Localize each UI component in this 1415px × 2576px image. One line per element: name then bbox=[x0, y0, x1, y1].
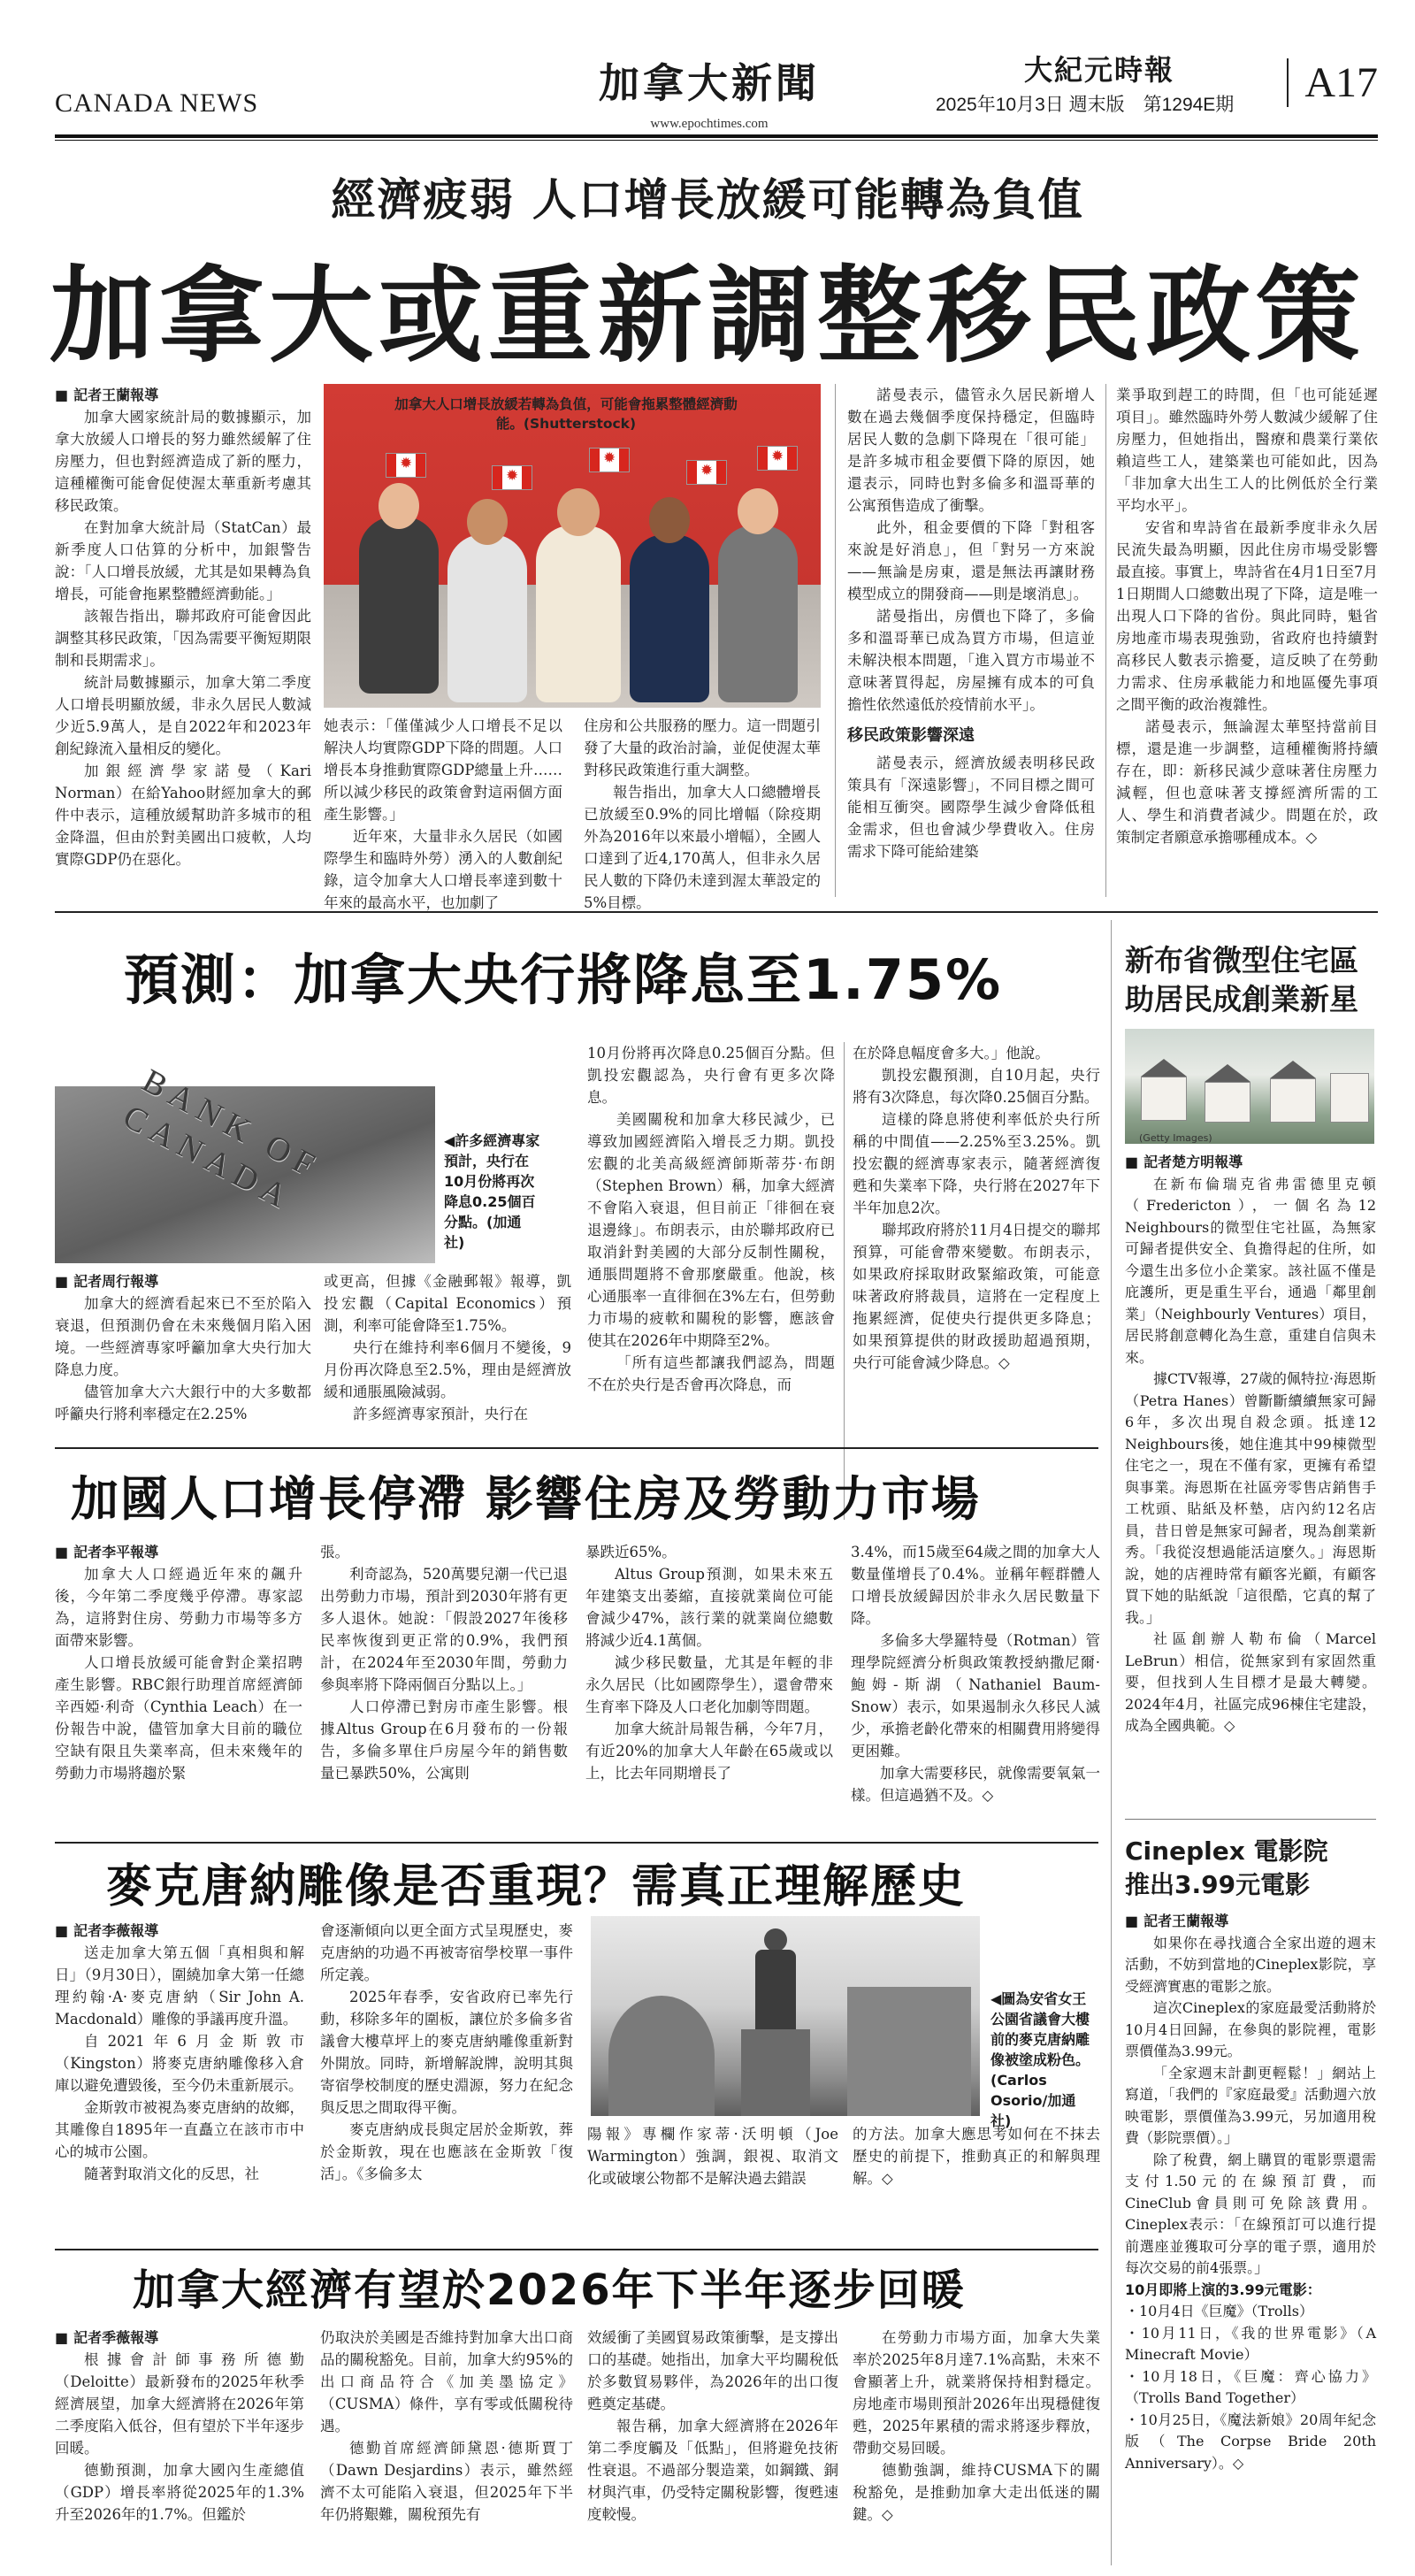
paragraph: 加銀經濟學家諾曼（Kari Norman）在給Yahoo財經加拿大的郵件中表示，這種放緩幫助許多城市的租金降溫，但由於對美國出口疲軟，人均實際GDP仍在惡化。 bbox=[55, 763, 311, 868]
column-divider bbox=[1105, 384, 1106, 897]
paragraph: 的方法。加拿大應思考如何在不抹去歷史的前提下，推動真正的和解與理解。◇ bbox=[853, 2126, 1100, 2187]
paragraph: 據CTV報導，27歲的佩特拉·海恩斯（Petra Hanes）曾斷斷續續無家可歸6年，多次出現自殺念頭。抵達12 Neighbours後，她住進其中99棟微型住宅之一，現在不僅有家，更擁有希望與事業。海恩斯在社區旁零售店銷售手工枕頭、貼紙及杯墊，店內約12名店員，昔日曾是無家可歸者，現為創業新秀。「我從沒想過能活這麼久。」海恩斯說，她的店裡時常有顧客光顧，有顧客買下她的貼紙說「這很酷，它真的幫了我。」 bbox=[1125, 1370, 1376, 1626]
paragraph: 諾曼表示，無論渥太華堅持當前目標，還是進一步調整，這種權衡將持續存在，即：新移民減少意味著住房壓力減輕，但也意味著支撐經濟所需的工人、學生和消費者減少。問題在於，政策制定者願意承擔哪種成本。◇ bbox=[1116, 718, 1378, 846]
masthead-rule-thin bbox=[55, 140, 1378, 141]
lead-column-5 bbox=[1116, 384, 1378, 897]
micro-housing-headline-line-1: 新布省微型住宅區 bbox=[1125, 943, 1358, 978]
section-name-en: CANADA NEWS bbox=[55, 88, 259, 118]
paragraph: 這樣的降息將使利率低於央行所稱的中間值——2.25%至3.25%。凱投宏觀的經濟專家表示，隨著經濟復甦和失業率下降，央行將在2027年下半年加息2次。 bbox=[853, 1111, 1100, 1216]
population-column-2 bbox=[320, 1541, 568, 1833]
paragraph: 報告稱，加拿大經濟將在2026年第二季度觸及「低點」，但將避免技術性衰退。不過部分製造業，如鋼鐵、銅材與汽車，仍受特定關稅影響，復甦速度較慢。 bbox=[587, 2418, 838, 2523]
byline: ■ 記者王蘭報導 bbox=[1125, 1911, 1376, 1933]
paragraph: 德勤預測，加拿大國內生產總值（GDP）增長率將從2025年的1.3%升至2026年的1.7%。但鑑於 bbox=[55, 2462, 304, 2523]
paragraph: 社區創辦人勒布倫（Marcel LeBrun）相信，從無家到有家固然重要，但找到人生目標才是最大轉變。2024年4月，社區完成96棟住宅建設，成為全國典範。◇ bbox=[1125, 1630, 1376, 1734]
cineplex-column bbox=[1125, 1911, 1376, 2567]
population-column-3 bbox=[585, 1541, 833, 1833]
paragraph: 諾曼表示，儘管永久居民新增人數在過去幾個季度保持穩定，但臨時居民人數的急劇下降現在「很可能」是許多城市租金要價下降的原因，她還表示，同時也對多倫多和溫哥華的公寓預售造成了衝擊。 bbox=[847, 387, 1095, 514]
micro-housing-headline-line-2: 助居民成創業新星 bbox=[1125, 982, 1358, 1016]
paragraph: 張。 bbox=[320, 1544, 349, 1560]
paragraph: 加拿大統計局報告稱，今年7月，有近20%的加拿大人年齡在65歲或以上，比去年同期增長了 bbox=[585, 1721, 833, 1782]
paragraph: 陽報》專欄作家蒂·沃明頓（Joe Warmington）強調，銀視、取消文化或破壞公物都不是解決過去錯誤 bbox=[587, 2126, 838, 2187]
paragraph: 麥克唐納成長與定居於金斯敦，葬於金斯敦，現在也應該在金斯敦「復活」。《多倫多太 bbox=[320, 2121, 573, 2182]
paragraph: 自2021年6月金斯敦市（Kingston）將麥克唐納雕像移入倉庫以避免遭毀後，至今仍未重新展示。 bbox=[55, 2033, 304, 2094]
paragraph: 如果你在尋找適合全家出遊的週末活動，不妨到當地的Cineplex影院，享受經濟實惠的電影之旅。 bbox=[1125, 1934, 1376, 1995]
section-name-zh: 加拿大新聞 bbox=[599, 59, 820, 107]
masthead-right bbox=[883, 48, 1378, 119]
byline: ■ 記者李薇報導 bbox=[55, 1920, 304, 1942]
section-rule bbox=[55, 1842, 1098, 1844]
paragraph: 此外，租金要價的下降「對租客來說是好消息」，但「對另一方來說——無論是房東，還是無法再讓財務模型成立的開發商——則是壞消息」。 bbox=[847, 519, 1095, 602]
photo-credit: (Getty Images) bbox=[1139, 1132, 1212, 1144]
masthead-rule bbox=[55, 134, 1378, 138]
issue-date: 2025年10月3日 週末版 第1294E期 bbox=[936, 95, 1235, 115]
paragraph: 這次Cineplex的家庭最愛活動將於10月4日回歸，在參與的影院裡，電影票價僅為3.99元。 bbox=[1125, 1999, 1376, 2059]
paragraph: 減少移民數量，尤其是年輕的非永久居民（比如國際學生），還會帶來生育率下降及人口老化加劇等問題。 bbox=[585, 1654, 833, 1715]
economy-column-4 bbox=[853, 2327, 1100, 2567]
macdonald-photo-caption: ◀圖為安省女王公園省議會大樓前的麥克唐納雕像被塗成粉色。(Carlos Osorio/加通社) bbox=[990, 1990, 1090, 2129]
lead-column-2 bbox=[324, 715, 562, 911]
economy-column-2 bbox=[320, 2327, 573, 2567]
bank-of-canada-sign: BANK OF CANADA bbox=[117, 1062, 327, 1219]
paragraph: 凱投宏觀預測，自10月起，央行將有3次降息，每次降0.25個百分點。 bbox=[853, 1067, 1100, 1106]
lead-column-1 bbox=[55, 384, 311, 897]
micro-housing-column bbox=[1125, 1152, 1376, 1734]
macdonald-column-1 bbox=[55, 1920, 304, 2238]
economy-headline: 加拿大經濟有望於2026年下半年逐步回暖 bbox=[133, 2266, 966, 2315]
paragraph: 或更高，但據《金融郵報》報導，凱投宏觀（Capital Economics）預測，利率可能會降至1.75%。 bbox=[324, 1273, 571, 1334]
paragraph: 3.4%，而15歲至64歲之間的加拿大人數量僅增長了0.4%。並稱年輕群體人口增長放緩歸因於非永久居民數量下降。 bbox=[851, 1544, 1100, 1627]
paragraph: 該報告指出，聯邦政府可能會因此調整其移民政策，「因為需要平衡短期限制和長期需求」。 bbox=[55, 608, 311, 669]
paragraph: 暴跌近65%。 bbox=[585, 1544, 677, 1560]
paragraph: 諾曼指出，房價也下降了，多倫多和溫哥華已成為買方市場，但這並未解決根本問題，「進入買方市場並不意味著買得起，房屋擁有成本的可負擔性依然遠低於疫情前水平」。 bbox=[847, 608, 1095, 713]
section-rule bbox=[55, 2249, 1098, 2250]
byline: ■ 記者周行報導 bbox=[55, 1270, 311, 1292]
lead-kicker: 經濟疲弱 人口增長放緩可能轉為負值 bbox=[331, 174, 1084, 226]
cineplex-headline-line-1: Cineplex 電影院 bbox=[1125, 1836, 1328, 1866]
macdonald-column-3 bbox=[587, 2123, 838, 2240]
bank-of-canada-photo bbox=[55, 1062, 435, 1263]
paragraph: 德勤首席經濟師黛恩·德斯賈丁（Dawn Desjardins）表示，雖然經濟不太可能陷入衰退，但2025年下半年仍將艱難，關稅預先有 bbox=[320, 2440, 573, 2523]
boc-photo-caption: ◀許多經濟專家預計，央行在10月份將再次降息0.25個百分點。(加通社) bbox=[444, 1132, 540, 1251]
paragraph: 報告指出，加拿大人口總體增長已放緩至0.9%的同比增幅（除疫期外為2016年以來最小增幅），全國人口達到了近4,170萬人，但非永久居民人數的下降仍未達到渥太華設定的5%目標。 bbox=[584, 784, 821, 911]
population-column-1 bbox=[55, 1541, 302, 1833]
paragraph: 在對加拿大統計局（StatCan）最新季度人口估算的分析中，加銀警告說：「人口增長放緩，尤其是如果轉為負增長，可能會拖累整體經濟動能。」 bbox=[55, 519, 311, 602]
section-rule bbox=[55, 1447, 1098, 1449]
lead-photo-caption: 加拿大人口增長放緩若轉為負值，可能會拖累整體經濟動能。(Shutterstock) bbox=[394, 396, 738, 432]
paragraph: 「全家週末計劃更輕鬆！」網站上寫道，「我們的『家庭最愛』活動週六放映電影，票價僅為3.99元，另加適用稅費（影院票價）。」 bbox=[1125, 2064, 1376, 2146]
paragraph: 儘管加拿大六大銀行中的大多數都呼籲央行將利率穩定在2.25% bbox=[55, 1384, 311, 1422]
paragraph: 在勞動力市場方面，加拿大失業率於2025年8月達7.1%高點，未來不會顯著上升，就業將保持相對穩定。房地產市場則預計2026年出現穩健復甦，2025年累積的需求將逐步釋放，帶動交易回暖。 bbox=[853, 2329, 1100, 2457]
paragraph: 在於降息幅度會多大。」他說。 bbox=[853, 1045, 1050, 1062]
paragraph: 送走加拿大第五個「真相與和解日」（9月30日），圍繞加拿大第一任總理約翰·A·麥克唐納（Sir John A. Macdonald）雕像的爭議再度升溫。 bbox=[55, 1944, 304, 2028]
paragraph: 仍取決於美國是否維持對加拿大出口商品的關稅豁免。目前，加拿大約95%的出口商品符合《加美墨協定》（CUSMA）條件，享有零或低關稅待遇。 bbox=[320, 2329, 573, 2434]
paragraph: 2025年春季，安省政府已率先行動，移除多年的圍板，讓位於多倫多省議會大樓草坪上的麥克唐納雕像重新對外開放。同時，新增解說牌，說明其與寄宿學校制度的歷史淵源，努力在紀念與反思之間取得平衡。 bbox=[320, 1989, 573, 2116]
paragraph: 會逐漸傾向以更全面方式呈現歷史，麥克唐納的功過不再被寄宿學校單一事件所定義。 bbox=[320, 1922, 573, 1983]
paragraph: 諾曼表示，經濟放緩表明移民政策具有「深遠影響」，不同目標之間可能相互衝突。國際學生減少會降低租金需求，但也會減少學費收入。住房需求下降可能給建築 bbox=[847, 755, 1095, 860]
paragraph: 10月份將再次降息0.25個百分點。但凱投宏觀認為，央行會有更多次降息。 bbox=[587, 1045, 835, 1106]
paragraph: 人口停滯已對房市產生影響。根據Altus Group在6月發布的一份報告，多倫多單住戶房屋今年的銷售數量已暴跌50%，公寓則 bbox=[320, 1698, 568, 1782]
newspaper-logo: 大紀元時報 bbox=[1024, 53, 1175, 87]
paragraph: 住房和公共服務的壓力。這一問題引發了大量的政治討論，並促使渥太華對移民政策進行重大調整。 bbox=[584, 717, 821, 778]
macdonald-column-2 bbox=[320, 1920, 573, 2238]
population-headline: 加國人口增長停滯 影響住房及勞動力市場 bbox=[71, 1471, 981, 1527]
paragraph: 加拿大國家統計局的數據顯示，加拿大放緩人口增長的努力雖然緩解了住房壓力，但也對經濟造成了新的壓力，這種權衡可能會促使渥太華重新考慮其移民政策。 bbox=[55, 409, 311, 514]
paragraph: 除了稅費，網上購買的電影票還需支付1.50元的在線預訂費，而CineClub會員則可免除該費用。Cineplex表示：「在線預訂可以進行提前選座並獲取可分享的電子票，適用於每次交易的前4張票。」 bbox=[1125, 2150, 1376, 2276]
paragraph: 她表示：「僅僅減少人口增長不足以解決人均實際GDP下降的問題。人口增長本身推動實際GDP總量上升……所以減少移民的政策會對這兩個方面產生影響。」 bbox=[324, 717, 562, 823]
economy-column-1 bbox=[55, 2327, 304, 2567]
sidebar-divider bbox=[1111, 920, 1112, 2565]
movie-list-item: ・10月18日，《巨魔：齊心協力》（Trolls Band Together） bbox=[1125, 2367, 1376, 2406]
paragraph: 效緩衝了美國貿易政策衝擊，是支撐出口的基礎。她指出，加拿大平均關稅低於多數貿易夥伴，為2026年的出口復甦奠定基礎。 bbox=[587, 2329, 838, 2412]
paragraph: 許多經濟專家預計，央行在 bbox=[353, 1406, 528, 1422]
movie-list-item: ・10月4日《巨魔》（Trolls） bbox=[1125, 2303, 1313, 2319]
section-title-block bbox=[550, 51, 868, 132]
population-column-4 bbox=[851, 1541, 1100, 1833]
paragraph: 在新布倫瑞克省弗雷德里克頓（Fredericton），一個名為12 Neighbours的微型住宅社區，為無家可歸者提供安全、負擔得起的住所，如今還生出多位小企業家。該社區不僅是庇護所，更是重生平台，通過「鄰里創業」（Neighbourly Ventures）項目，居民將創意轉化為生意，重建自信與未來。 bbox=[1125, 1175, 1376, 1366]
movie-list-item: ・10月25日，《魔法新娘》20周年紀念版（The Corpse Bride 20th Anniversary）。◇ bbox=[1125, 2411, 1376, 2472]
paragraph: 人口增長放緩可能會對企業招聘產生影響。RBC銀行助理首席經濟師辛西婭·利奇（Cynthia Leach）在一份報告中說，儘管加拿大目前的職位空缺有限且失業率高，但未來幾年的勞動力市場將趨於緊 bbox=[55, 1654, 302, 1782]
sidebar-rule bbox=[1125, 1819, 1376, 1820]
lead-headline: 加拿大或重新調整移民政策 bbox=[49, 254, 1365, 377]
macdonald-statue-photo bbox=[591, 1916, 980, 2116]
economy-column-3 bbox=[587, 2327, 838, 2567]
movie-list-item: ・10月11日，《我的世界電影》（A Minecraft Movie） bbox=[1125, 2324, 1376, 2363]
paragraph: 根據會計師事務所德勤（Deloitte）最新發布的2025年秋季經濟展望，加拿大經濟將在2026年第二季度陷入低谷，但有望於下半年逐步回暖。 bbox=[55, 2351, 304, 2457]
macdonald-headline: 麥克唐納雕像是否重現？需真正理解歷史 bbox=[106, 1860, 967, 1913]
paragraph: 業爭取到趕工的時間，但「也可能延遲項目」。雖然臨時外勞人數減少緩解了住房壓力，但她指出，醫療和農業行業依賴這些工人，建築業也可能如此，因為「非加拿大出生工人的比例低於全行業平均水平」。 bbox=[1116, 387, 1378, 514]
paragraph: 統計局數據顯示，加拿大第二季度人口增長明顯放緩，非永久居民人數減少近5.9萬人，是自2022年和2023年創紀錄流入量相反的變化。 bbox=[55, 674, 311, 757]
micro-housing-photo bbox=[1125, 1029, 1374, 1144]
masthead bbox=[55, 35, 1378, 133]
paragraph: 加拿大人口經過近年來的飆升後，今年第二季度幾乎停滯。專家認為，這將對住房、勞動力市場等多方面帶來影響。 bbox=[55, 1566, 302, 1649]
paragraph: 多倫多大學羅特曼（Rotman）管理學院經濟分析與政策教授納撒尼爾·鮑姆-斯湖（Nathaniel Baum-Snow）表示，如果遏制永久移民人滅少，承擔老齡化帶來的相關費用將變得更困難。 bbox=[851, 1632, 1100, 1760]
site-url[interactable]: www.epochtimes.com bbox=[650, 117, 769, 131]
paragraph: 聯邦政府將於11月4日提交的聯邦預算，可能會帶來變數。布朗表示，如果政府採取財政緊縮政策，可能意味著政府將裁員，這將在一定程度上拖累經濟，促使央行提供更多降息；如果預算提供的財政援助超過預期，央行可能會減少降息。◇ bbox=[853, 1222, 1100, 1371]
movie-list-title: 10月即將上演的3.99元電影： bbox=[1125, 2281, 1321, 2298]
column-divider bbox=[835, 384, 836, 897]
lead-column-3 bbox=[584, 715, 821, 911]
byline: ■ 記者王蘭報導 bbox=[55, 384, 311, 406]
lead-subhead: 移民政策影響深遠 bbox=[847, 726, 975, 745]
byline: ■ 記者季薇報導 bbox=[55, 2327, 304, 2349]
byline: ■ 記者李平報導 bbox=[55, 1541, 302, 1563]
byline: ■ 記者楚方明報導 bbox=[1125, 1152, 1376, 1174]
paragraph: 安省和卑詩省在最新季度非永久居民流失最為明顯，因此住房市場受影響最直接。事實上，卑詩省在4月1日至7月1日期間人口總數出現了下降，這是唯一出現人口下降的省份。與此同時，魁省房地產市場表現強勁，省政府也持續對高移民人數表示擔憂，這反映了在勞動力需求、住房承載能力和地區優先事項之間平衡的政治複雜性。 bbox=[1116, 519, 1378, 713]
paragraph: 利奇認為，520萬嬰兒潮一代已退出勞動力市場，預計到2030年將有更多人退休。她說：「假設2027年後移民率恢復到更正常的0.9%，我們預計，在2024年至2030年間，勞動力參與率將下降兩個百分點以上。」 bbox=[320, 1566, 568, 1693]
macdonald-column-4 bbox=[853, 2123, 1100, 2240]
paragraph: 隨著對取消文化的反思，社 bbox=[84, 2166, 259, 2182]
paragraph: 央行在維持利率6個月不變後，9月份再次降息至2.5%，理由是經濟放緩和通脹風險減弱。 bbox=[324, 1339, 571, 1400]
boc-headline: 預測：加拿大央行將降息至1.75% bbox=[124, 947, 1003, 1012]
page-number: A17 bbox=[1287, 58, 1378, 107]
section-rule bbox=[55, 911, 1378, 913]
cineplex-headline-line-2: 推出3.99元電影 bbox=[1125, 1870, 1311, 1899]
paragraph: 德勤強調，維持CUSMA下的關稅豁免，是推動加拿大走出低迷的關鍵。◇ bbox=[853, 2462, 1100, 2523]
paragraph: 近年來，大量非永久居民（如國際學生和臨時外勞）湧入的人數創紀錄，這令加拿大人口增長率達到數十年來的最高水平，也加劇了 bbox=[324, 828, 562, 911]
lead-column-4 bbox=[847, 384, 1095, 897]
paragraph: 金斯敦市被視為麥克唐納的故鄉，其雕像自1895年一直矗立在該市市中心的城市公園。 bbox=[55, 2099, 304, 2160]
paragraph: 加拿大需要移民，就像需要氧氣一樣。但這過猶不及。◇ bbox=[851, 1765, 1100, 1804]
paragraph: Altus Group預測，如果未來五年建築支出萎縮，直接就業崗位可能會減少47%，該行業的就業崗位總數將減少近4.1萬個。 bbox=[585, 1566, 833, 1649]
paragraph: 美國關稅和加拿大移民減少，已導致加國經濟陷入增長乏力期。凱投宏觀的北美高級經濟師斯蒂芬·布朗（Stephen Brown）稱，加拿大經濟不會陷入衰退，但目前正「徘徊在衰退邊緣」。布朗表示，由於聯邦政府已取消針對美國的大部分反制性關稅，通脹問題將不會那麼嚴重。他說，核心通脹率一直徘徊在3%左右，但勞動力市場的疲軟和關稅的影響，應該會使其在2026年中期降至2%。 bbox=[587, 1111, 835, 1349]
paragraph: 「所有這些都讓我們認為，問題不在於央行是否會再次降息，而 bbox=[587, 1354, 835, 1393]
paragraph: 加拿大的經濟看起來已不至於陷入衰退，但預測仍會在未來幾個月陷入困境。一些經濟專家呼籲加拿大央行加大降息力度。 bbox=[55, 1295, 311, 1378]
